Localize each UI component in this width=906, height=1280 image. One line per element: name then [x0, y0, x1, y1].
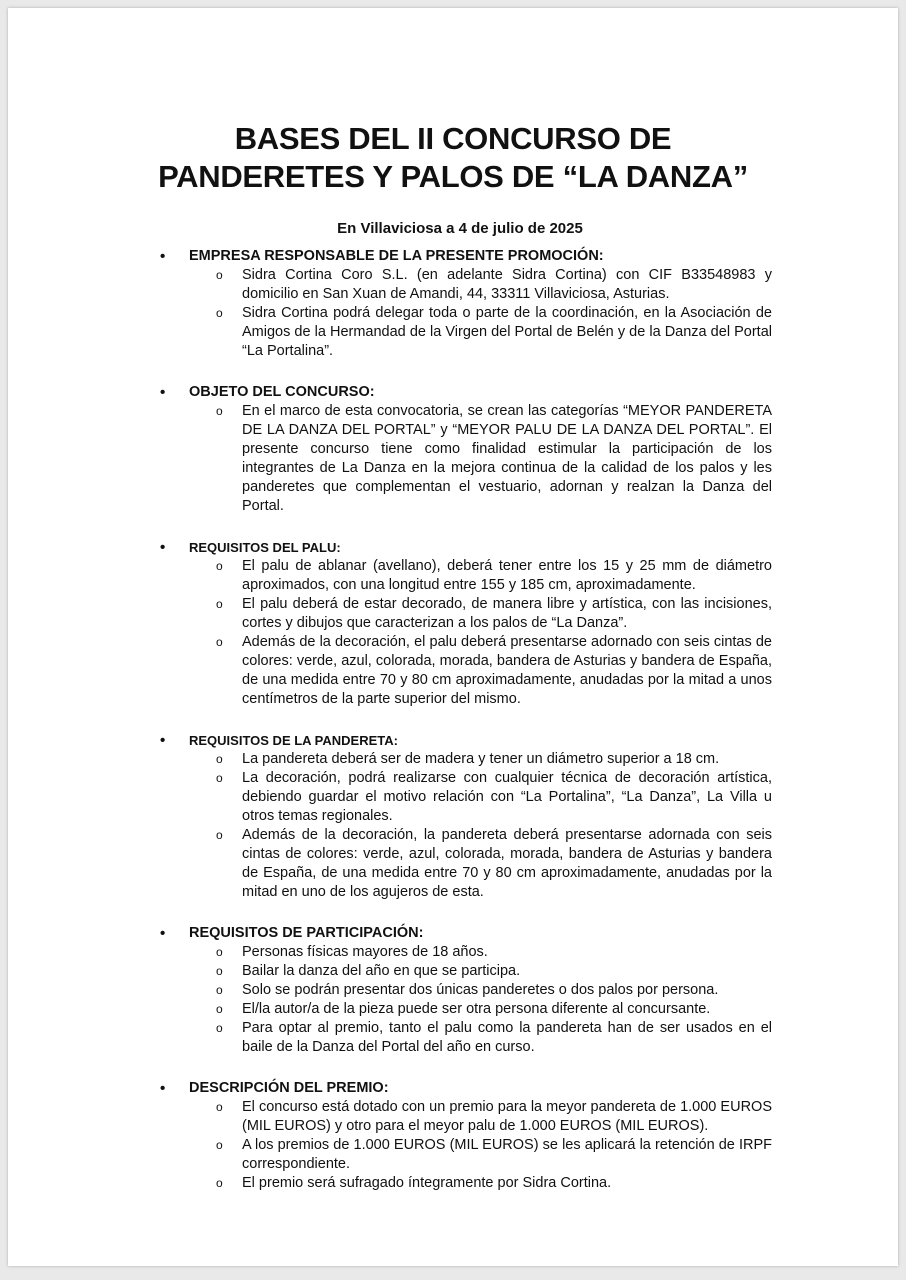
list-item: o El premio será sufragado íntegramente por Sidra Cortina. — [242, 1174, 772, 1193]
list-item: o El palu deberá de estar decorado, de manera libre y artística, con las incisiones, cortes y dibujos que caracterizan a los palos de “La Danza”. — [242, 595, 772, 633]
section — [8, 247, 898, 361]
list-item: o Además de la decoración, la pandereta deberá presentarse adornada con seis cintas de colores: verde, azul, colorada, morada, bandera de Asturias y bandera de España, de una medida entre 70 y 80 cm aproximadamente, anudadas por la mitad en uno de los agujeros de esta. — [242, 826, 772, 902]
section-heading: • REQUISITOS DEL PALU: — [8, 538, 898, 557]
date-line: En Villaviciosa a 4 de julio de 2025 — [337, 220, 583, 237]
document-title — [8, 120, 898, 196]
list-item: o Sidra Cortina Coro S.L. (en adelante Sidra Cortina) con CIF B33548983 y domicilio en San Xuan de Amandi, 44, 33311 Villaviciosa, Asturias. — [242, 266, 772, 304]
document-page — [8, 8, 898, 1266]
list-item: o El/la autor/a de la pieza puede ser otra persona diferente al concursante. — [242, 1000, 772, 1019]
section-heading: • EMPRESA RESPONSABLE DE LA PRESENTE PROMOCIÓN: — [8, 247, 898, 266]
section — [8, 924, 898, 1057]
list-item: o El palu de ablanar (avellano), deberá tener entre los 15 y 25 mm de diámetro aproximados, con una longitud entre 155 y 185 cm, aproximadamente. — [242, 557, 772, 595]
section — [8, 383, 898, 516]
section — [8, 538, 898, 709]
section-heading: • OBJETO DEL CONCURSO: — [8, 383, 898, 402]
list-item: o En el marco de esta convocatoria, se crean las categorías “MEYOR PANDERETA DE LA DANZA DEL PORTAL” y “MEYOR PALU DE LA DANZA DEL PORTAL”. El presente concurso tiene como finalidad estimular la participación de los integrantes de La Danza en la mejora continua de la calidad de los palos y les panderetes que complementan el vestuario, adornan y realzan la Danza del Portal. — [242, 402, 772, 516]
title-line-1: BASES DEL II CONCURSO DE — [234, 121, 672, 156]
list-item: o Personas físicas mayores de 18 años. — [242, 943, 772, 962]
section — [8, 1079, 898, 1193]
section-heading: • REQUISITOS DE LA PANDERETA: — [8, 731, 898, 750]
section-items — [8, 266, 898, 361]
section-items — [8, 1098, 898, 1193]
list-item: o El concurso está dotado con un premio para la meyor pandereta de 1.000 EUROS (MIL EUROS) y otro para el meyor palu de 1.000 EUROS (MIL EUROS). — [242, 1098, 772, 1136]
title-line-2: PANDERETES Y PALOS DE “LA DANZA” — [158, 159, 748, 194]
section-heading: • REQUISITOS DE PARTICIPACIÓN: — [8, 924, 898, 943]
section-items — [8, 750, 898, 902]
section-items — [8, 943, 898, 1057]
section — [8, 731, 898, 902]
list-item: o La pandereta deberá ser de madera y tener un diámetro superior a 18 cm. — [242, 750, 772, 769]
section-items — [8, 402, 898, 516]
sections-list — [8, 247, 898, 1193]
list-item: o Además de la decoración, el palu deberá presentarse adornado con seis cintas de colores: verde, azul, colorada, morada, bandera de Asturias y bandera de España, de una medida entre 70 y 80 cm aproximadamente, anudadas por la mitad a unos centímetros de la parte superior del mismo. — [242, 633, 772, 709]
section-items — [8, 557, 898, 709]
section-heading: • DESCRIPCIÓN DEL PREMIO: — [8, 1079, 898, 1098]
list-item: o Sidra Cortina podrá delegar toda o parte de la coordinación, en la Asociación de Amigos de la Hermandad de la Virgen del Portal de Belén y de la Danza del Portal “La Portalina”. — [242, 304, 772, 361]
list-item: o Solo se podrán presentar dos únicas panderetes o dos palos por persona. — [242, 981, 772, 1000]
list-item: o Bailar la danza del año en que se participa. — [242, 962, 772, 981]
list-item: o Para optar al premio, tanto el palu como la pandereta han de ser usados en el baile de la Danza del Portal del año en curso. — [242, 1019, 772, 1057]
list-item: o A los premios de 1.000 EUROS (MIL EUROS) se les aplicará la retención de IRPF correspondiente. — [242, 1136, 772, 1174]
list-item: o La decoración, podrá realizarse con cualquier técnica de decoración artística, debiendo guardar el motivo relación con “La Portalina”, “La Danza”, La Villa u otros temas regionales. — [242, 769, 772, 826]
